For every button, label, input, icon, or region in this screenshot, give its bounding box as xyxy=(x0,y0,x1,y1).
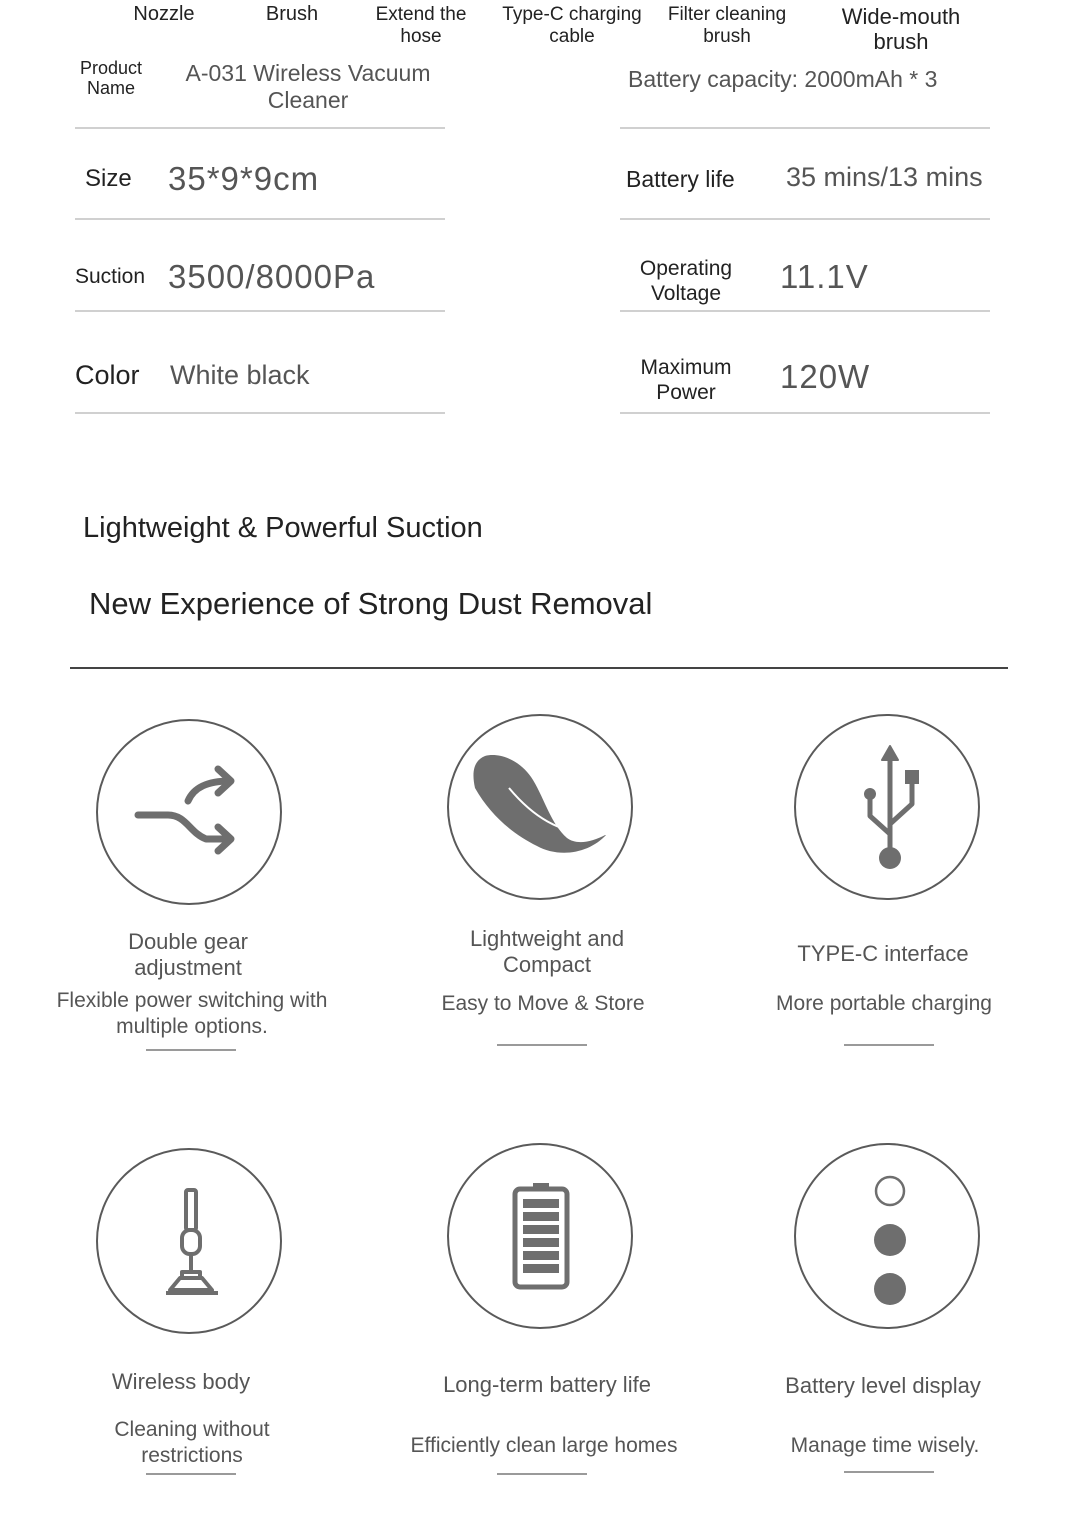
accessory-type-c-cable: Type-C charging cable xyxy=(502,4,642,47)
feature-title: TYPE-C interface xyxy=(797,941,969,966)
stick-vacuum-icon xyxy=(98,1150,280,1332)
usb-icon xyxy=(796,716,978,898)
accessory-brush: Brush xyxy=(265,3,319,25)
divider xyxy=(75,218,445,220)
feature-title: Battery level display xyxy=(785,1373,981,1398)
feature-subtitle: Flexible power switching with multiple options. xyxy=(56,989,328,1038)
spec-product-name-label: Product Name xyxy=(79,58,143,98)
accessory-wide-mouth-brush: Wide-mouth brush xyxy=(841,4,961,54)
feature-icon-circle xyxy=(794,1143,980,1329)
feature-icon-circle xyxy=(447,714,633,900)
spec-size-value: 35*9*9cm xyxy=(168,160,320,197)
feature-underline xyxy=(497,1473,587,1475)
spec-suction-label: Suction xyxy=(75,265,146,288)
spec-battery-life-label: Battery life xyxy=(626,166,735,192)
feature-underline xyxy=(146,1473,236,1475)
spec-product-name-value: A-031 Wireless Vacuum Cleaner xyxy=(185,60,431,113)
feature-icon-circle xyxy=(96,719,282,905)
spec-suction-value: 3500/8000Pa xyxy=(168,258,376,295)
accessory-nozzle: Nozzle xyxy=(133,3,195,25)
divider xyxy=(75,412,445,414)
shuffle-arrows-icon xyxy=(98,721,280,903)
feature-title: Wireless body xyxy=(111,1369,251,1394)
accessory-extend-hose: Extend the hose xyxy=(375,4,467,47)
feature-subtitle: Easy to Move & Store xyxy=(441,992,645,1015)
spec-power-value: 120W xyxy=(780,358,871,395)
spec-voltage-value: 11.1V xyxy=(780,258,869,295)
feature-icon-circle xyxy=(794,714,980,900)
feather-icon xyxy=(449,716,631,898)
feature-icon-circle xyxy=(96,1148,282,1334)
spec-battery-capacity: Battery capacity: 2000mAh * 3 xyxy=(628,66,938,92)
spec-power-label: Maximum Power xyxy=(640,356,732,404)
divider xyxy=(620,218,990,220)
feature-subtitle: More portable charging xyxy=(776,992,992,1015)
feature-subtitle: Efficiently clean large homes xyxy=(410,1434,678,1457)
divider xyxy=(620,412,990,414)
divider xyxy=(75,310,445,312)
headline-title: Lightweight & Powerful Suction xyxy=(83,512,483,544)
spec-color-value: White black xyxy=(170,360,310,390)
feature-title: Double gear adjustment xyxy=(128,929,248,980)
feature-underline xyxy=(497,1044,587,1046)
battery-icon xyxy=(449,1145,631,1327)
feature-underline xyxy=(844,1471,934,1473)
battery-level-dots-icon xyxy=(796,1145,978,1327)
feature-icon-circle xyxy=(447,1143,633,1329)
spec-size-label: Size xyxy=(85,165,132,192)
feature-title: Lightweight and Compact xyxy=(469,926,625,977)
feature-subtitle: Cleaning without restrictions xyxy=(114,1418,270,1467)
spec-battery-life-value: 35 mins/13 mins xyxy=(786,162,983,192)
divider xyxy=(620,310,990,312)
divider xyxy=(620,127,990,129)
feature-underline xyxy=(146,1049,236,1051)
spec-color-label: Color xyxy=(75,360,140,390)
spec-voltage-label: Operating Voltage xyxy=(639,257,733,305)
accessory-filter-brush: Filter cleaning brush xyxy=(667,4,787,47)
divider xyxy=(75,127,445,129)
feature-underline xyxy=(844,1044,934,1046)
headline-subtitle: New Experience of Strong Dust Removal xyxy=(89,586,653,621)
feature-subtitle: Manage time wisely. xyxy=(790,1434,980,1457)
section-divider xyxy=(70,667,1008,669)
feature-title: Long-term battery life xyxy=(443,1372,651,1397)
